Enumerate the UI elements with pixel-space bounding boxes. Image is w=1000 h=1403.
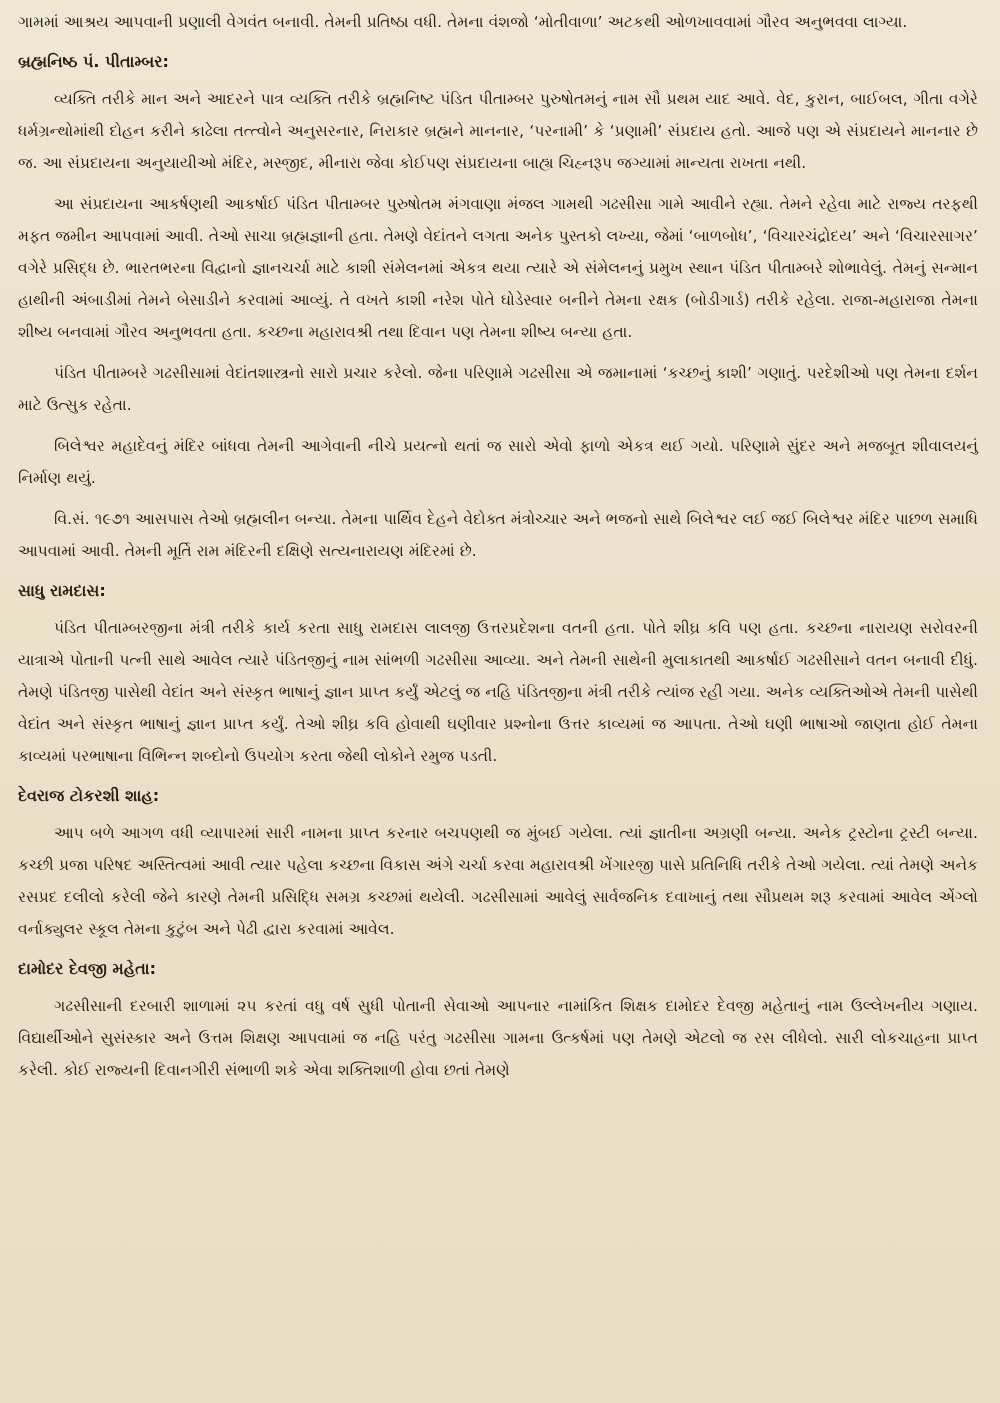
section-heading-ramdas: સાધુ રામદાસ: — [18, 581, 106, 600]
paragraph: વિ.સં. ૧૯૭૧ આસપાસ તેઓ બ્રહ્મલીન બન્યા. તેમના પાર્થિવ દેહને વેદોક્ત મંત્રોચ્ચાર અને ભજનો સાથે બિલેશ્વર લઈ જઈ બિલેશ્વર મંદિર પાછળ સમાધિ આપવામાં આવી. તેમની મૂર્તિ રામ મંદિરની દક્ષિણે સત્યનારાયણ મંદિરમાં છે. — [18, 510, 978, 560]
section-pitambar — [18, 47, 978, 567]
paragraph: બિલેશ્વર મહાદેવનું મંદિર બાંધવા તેમની આગેવાની નીચે પ્રયત્નો થતાં જ સારો એવો ફાળો એકત્ર થઈ ગયો. પરિણામે સુંદર અને મજબૂત શીવાલયનું નિર્માણ થયું. — [18, 437, 978, 487]
section-heading-pitambar: બ્રહ્મનિષ્ઠ પં. પીતામ્બર: — [18, 52, 169, 71]
section-heading-devraj: દેવરાજ ટોકરશી શાહ: — [18, 786, 160, 805]
paragraph: આ સંપ્રદાયના આકર્ષણથી આકર્ષાઈ પંડિત પીતામ્બર પુરુષોતમ મંગવાણા મંજલ ગામથી ગઢસીસા ગામે આવીને રહ્યા. તેમને રહેવા માટે રાજ્ય તરફથી મફત જમીન આપવામાં આવી. તેઓ સાચા બ્રહ્મજ્ઞાની હતા. તેમણે વેદાંતને લગતા અનેક પુસ્તકો લખ્યા, જેમાં ‘બાળબોધ’, ‘વિચારચંદ્રોદય’ અને ‘વિચારસાગર’ વગેરે પ્રસિદ્ધ છે. ભારતભરના વિદ્વાનો જ્ઞાનચર્ચા માટે કાશી સંમેલનમાં એકત્ર થયા ત્યારે એ સંમેલનનું પ્રમુખ સ્થાન પંડિત પીતામ્બરે શોભાવેલું. તેમનું સન્માન હાથીની અંબાડીમાં તેમને બેસાડીને કરવામાં આવ્યું. તે વખતે કાશી નરેશ પોતે ઘોડેસ્વાર બનીને તેમના રક્ષક (બોડીગાર્ડ) તરીકે રહેલા. રાજા-મહારાજા તેમના શીષ્ય બનવામાં ગૌરવ અનુભવતા હતા. કચ્છના મહારાવશ્રી તથા દિવાન પણ તેમના શીષ્ય બન્યા હતા. — [18, 195, 978, 341]
section-damodar — [18, 954, 978, 1086]
intro-paragraph: ગામમાં આશ્રય આપવાની પ્રણાલી વેગવંત બનાવી. તેમની પ્રતિષ્ઠા વધી. તેમના વંશજો ‘મોતીવાળા’ અટકથી ઓળખાવવામાં ગૌરવ અનુભવવા લાગ્યા. — [18, 13, 908, 31]
paragraph: વ્યક્તિ તરીકે માન અને આદરને પાત્ર વ્યક્તિ તરીકે બ્રહ્મનિષ્ટ પંડિત પીતામ્બર પુરુષોતમનું નામ સૌ પ્રથમ યાદ આવે. વેદ, કુરાન, બાઈબલ, ગીતા વગેરે ધર્મગ્રન્થોમાંથી દોહન કરીને કાઢેલા તત્ત્વોને અનુસરનાર, નિરાકાર બ્રહ્મને માનનાર, ‘પરનામી’ કે ‘પ્રણામી’ સંપ્રદાય હતો. આજે પણ એ સંપ્રદાયને માનનાર છે જ. આ સંપ્રદાયના અનુયાયીઓ મંદિર, મસ્જીદ, મીનારા જેવા કોઈપણ સંપ્રદાયના બાહ્ય ચિહ્નરૂપ જગ્યામાં માન્યતા રાખતા નથી. — [18, 90, 978, 172]
section-heading-damodar: દામોદર દેવજી મહેતા: — [18, 959, 157, 978]
paragraph: ગઢસીસાની દરબારી શાળામાં ૨૫ કરતાં વધુ વર્ષ સુધી પોતાની સેવાઓ આપનાર નામાંકિત શિક્ષક દામોદર દેવજી મહેતાનું નામ ઉલ્લેખનીય ગણાય. વિદ્યાર્થીઓને સુસંસ્કાર અને ઉત્તમ શિક્ષણ આપવામાં જ નહિ પરંતુ ગઢસીસા ગામના ઉત્કર્ષમાં પણ તેમણે એટલો જ રસ લીધેલો. સારી લોકચાહના પ્રાપ્ત કરેલી. કોઈ રાજ્યની દિવાનગીરી સંભાળી શકે એવા શક્તિશાળી હોવા છતાં તેમણે — [18, 997, 978, 1079]
section-ramdas — [18, 576, 978, 772]
intro-section — [18, 6, 978, 38]
paragraph: પંડિત પીતામ્બરજીના મંત્રી તરીકે કાર્ય કરતા સાધુ રામદાસ લાલજી ઉત્તરપ્રદેશના વતની હતા. પોતે શીઘ્ર કવિ પણ હતા. કચ્છના નારાયણ સરોવરની યાત્રાએ પોતાની પત્ની સાથે આવેલ ત્યારે પંડિતજીનું નામ સાંભળી ગઢસીસા આવ્યા. અને તેમની સાથેની મુલાકાતથી આકર્ષાઈ ગઢસીસાને વતન બનાવી દીધું. તેમણે પંડિતજી પાસેથી વેદાંત અને સંસ્કૃત ભાષાનું જ્ઞાન પ્રાપ્ત કર્યું એટલું જ નહિ પંડિતજીના મંત્રી તરીકે ત્યાંજ રહી ગયા. અનેક વ્યક્તિઓએ તેમની પાસેથી વેદાંત અને સંસ્કૃત ભાષાનું જ્ઞાન પ્રાપ્ત કર્યું. તેઓ શીઘ્ર કવિ હોવાથી ઘણીવાર પ્રશ્નોના ઉત્તર કાવ્યમાં જ આપતા. તેઓ ઘણી ભાષાઓ જાણતા હોઈ તેમના કાવ્યમાં પરભાષાના વિભિન્ન શબ્દોનો ઉપયોગ કરતા જેથી લોકોને રમુજ પડતી. — [18, 619, 978, 765]
section-devraj — [18, 781, 978, 945]
paragraph: પંડિત પીતામ્બરે ગઢસીસામાં વેદાંતશાસ્ત્રનો સારો પ્રચાર કરેલો. જેના પરિણામે ગઢસીસા એ જમાનામાં ‘કચ્છનું કાશી’ ગણાતું. પરદેશીઓ પણ તેમના દર્શન માટે ઉત્સુક રહેતા. — [18, 364, 978, 414]
paragraph: આપ બળે આગળ વધી વ્યાપારમાં સારી નામના પ્રાપ્ત કરનાર બચપણથી જ મુંબઈ ગયેલા. ત્યાં જ્ઞાતીના અગ્રણી બન્યા. અનેક ટ્રસ્ટોના ટ્રસ્ટી બન્યા. કચ્છી પ્રજા પરિષદ અસ્તિત્વમાં આવી ત્યાર પહેલા કચ્છના વિકાસ અંગે ચર્ચા કરવા મહારાવશ્રી ખેંગારજી પાસે પ્રતિનિધિ તરીકે તેઓ ગયેલા. ત્યાં તેમણે અનેક રસપ્રદ દલીલો કરેલી જેને કારણે તેમની પ્રસિદ્ધિ સમગ્ર કચ્છમાં થયેલી. ગઢસીસામાં આવેલું સાર્વજનિક દવાખાનું તથા સૌપ્રથમ શરૂ કરવામાં આવેલ એંગ્લો વર્નાક્યુલર સ્કૂલ તેમના કુટુંબ અને પેઢી દ્વારા કરવામાં આવેલ. — [18, 824, 978, 938]
